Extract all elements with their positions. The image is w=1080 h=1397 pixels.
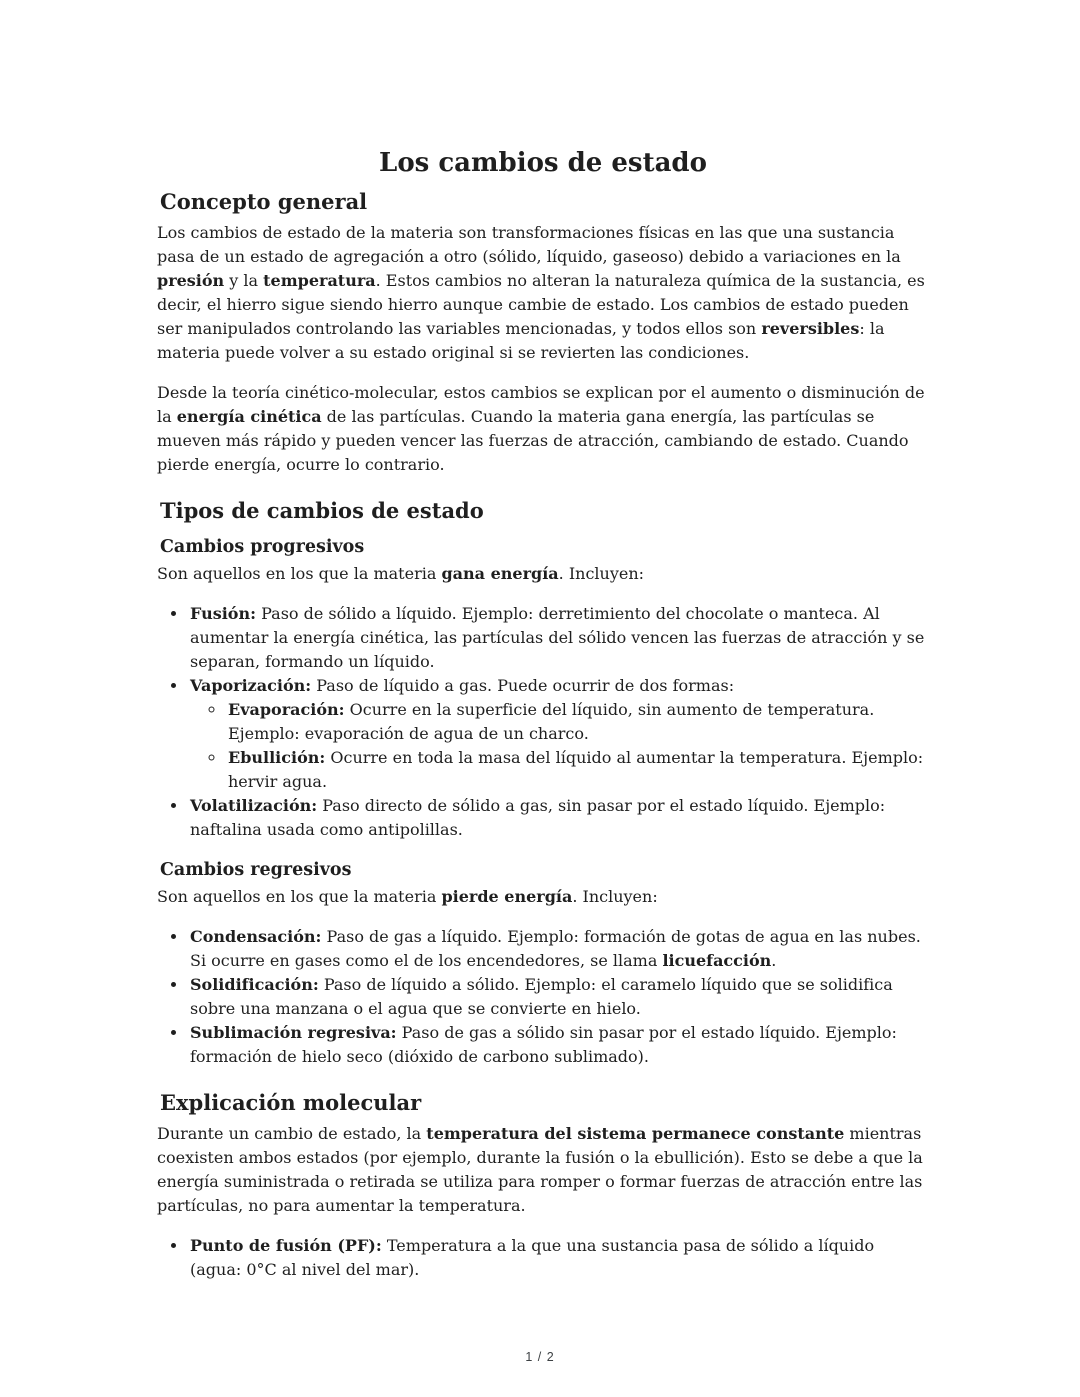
list-item-text [190, 676, 734, 695]
section-heading-explicacion-molecular: Explicación molecular [160, 1090, 422, 1115]
text-segment: Paso de sólido a líquido. Ejemplo: derretimiento del chocolate o manteca. Al aumentar la energía cinética, las partículas del sólido vencen las fuerzas de atracción y se separan, formando un líquido. [190, 604, 925, 671]
bold-text-segment: Condensación: [190, 927, 322, 946]
text-segment: Paso de líquido a gas. Puede ocurrir de dos formas: [311, 676, 735, 695]
bold-text-segment: reversibles [761, 319, 860, 338]
bold-text-segment: Vaporización: [190, 676, 312, 695]
bold-text-segment: Sublimación regresiva: [190, 1023, 397, 1042]
list-item-ebullicion [226, 746, 929, 794]
list-item-evaporacion [226, 698, 929, 746]
list-item-sublimacion-regresiva [188, 1021, 929, 1069]
text-segment: . Incluyen: [572, 887, 658, 906]
document-title: Los cambios de estado [379, 148, 707, 178]
molecular-points-list [157, 1234, 929, 1282]
list-item-text [190, 604, 924, 671]
bold-text-segment: pierde energía [441, 887, 573, 906]
text-segment: Paso de gas a sólido sin pasar por el estado líquido. Ejemplo: formación de hielo seco (dióxido de carbono sublimado). [190, 1023, 897, 1066]
text-segment: Los cambios de estado de la materia son transformaciones físicas en las que una sustancia pasa de un estado de agregación a otro (sólido, líquido, gaseoso) debido a variaciones en la [157, 223, 901, 266]
subsection-heading-cambios-progresivos: Cambios progresivos [160, 537, 365, 557]
list-item-text [190, 1236, 874, 1279]
list-item-vaporizacion [188, 674, 929, 794]
list-item-text [190, 927, 921, 970]
text-segment: mientras coexisten ambos estados (por ejemplo, durante la fusión o la ebullición). Esto se debe a que la energía suministrada o retirada se utiliza para romper o formar fuerzas de atracción entre las partículas, no para aumentar la temperatura. [157, 1124, 923, 1215]
subsection-heading-cambios-regresivos: Cambios regresivos [160, 860, 352, 880]
bold-text-segment: temperatura [263, 271, 376, 290]
text-segment: Desde la teoría cinético-molecular, estos cambios se explican por el aumento o disminución de la [157, 383, 925, 426]
text-segment: : la materia puede volver a su estado original si se revierten las condiciones. [157, 319, 885, 362]
paragraph-concepto-1 [157, 221, 929, 365]
text-segment: . [771, 951, 777, 970]
bold-text-segment: Ebullición: [228, 748, 326, 767]
text-segment: . Estos cambios no alteran la naturaleza química de la sustancia, es decir, el hierro sigue siendo hierro aunque cambie de estado. Los cambios de estado pueden ser manipulados controlando las variables mencionadas, y todos ellos son [157, 271, 925, 338]
text-segment: Paso directo de sólido a gas, sin pasar por el estado líquido. Ejemplo: naftalina usada como antipolillas. [190, 796, 886, 839]
list-item-text [190, 796, 885, 839]
text-segment: . Incluyen: [558, 564, 645, 583]
text-segment: Durante un cambio de estado, la [157, 1124, 427, 1143]
list-item-condensacion [188, 925, 929, 973]
text-segment: Paso de gas a líquido. Ejemplo: formación de gotas de agua en las nubes. Si ocurre en gases como el de los encendedores, se llama [190, 927, 921, 970]
list-item-fusion [188, 602, 929, 674]
text-segment: y la [224, 271, 264, 290]
text-segment: Ocurre en la superficie del líquido, sin aumento de temperatura. Ejemplo: evaporación de agua de un charco. [228, 700, 875, 743]
paragraph-regresivos-intro [157, 885, 929, 909]
bold-text-segment: Fusión: [190, 604, 257, 623]
text-segment: Temperatura a la que una sustancia pasa de sólido a líquido (agua: 0°C al nivel del mar). [190, 1236, 875, 1279]
page-number: 1 / 2 [525, 1350, 555, 1364]
bold-text-segment: Solidificación: [190, 975, 319, 994]
bold-text-segment: Evaporación: [228, 700, 345, 719]
bold-text-segment: Punto de fusión (PF): [190, 1236, 382, 1255]
list-item-volatilizacion [188, 794, 929, 842]
text-segment: Son aquellos en los que la materia [157, 887, 442, 906]
list-item-text [228, 700, 874, 743]
bold-text-segment: gana energía [441, 564, 559, 583]
bold-text-segment: energía cinética [176, 407, 322, 426]
text-segment: Ocurre en toda la masa del líquido al aumentar la temperatura. Ejemplo: hervir agua. [228, 748, 924, 791]
text-segment: de las partículas. Cuando la materia gana energía, las partículas se mueven más rápido y pueden vencer las fuerzas de atracción, cambiando de estado. Cuando pierde energía, ocurre lo contrario. [157, 407, 909, 474]
document-page [157, 0, 929, 1298]
text-segment: Son aquellos en los que la materia [157, 564, 442, 583]
paragraph-progresivos-intro [157, 562, 929, 586]
bold-text-segment: temperatura del sistema permanece constante [426, 1124, 845, 1143]
bold-text-segment: Volatilización: [190, 796, 318, 815]
regressive-changes-list [157, 925, 929, 1069]
bold-text-segment: presión [157, 271, 225, 290]
list-item-punto-de-fusion [188, 1234, 929, 1282]
list-item-text [228, 748, 923, 791]
text-segment: Paso de líquido a sólido. Ejemplo: el caramelo líquido que se solidifica sobre una manzana o el agua que se convierte en hielo. [190, 975, 893, 1018]
vaporization-sublist [190, 698, 929, 794]
paragraph-concepto-2 [157, 381, 929, 477]
paragraph-molecular-1 [157, 1122, 929, 1218]
progressive-changes-list [157, 602, 929, 842]
list-item-text [190, 1023, 897, 1066]
list-item-text [190, 975, 893, 1018]
list-item-solidificacion [188, 973, 929, 1021]
section-heading-concepto-general: Concepto general [160, 189, 368, 214]
bold-text-segment: licuefacción [662, 951, 772, 970]
section-heading-tipos-de-cambios: Tipos de cambios de estado [160, 498, 484, 523]
